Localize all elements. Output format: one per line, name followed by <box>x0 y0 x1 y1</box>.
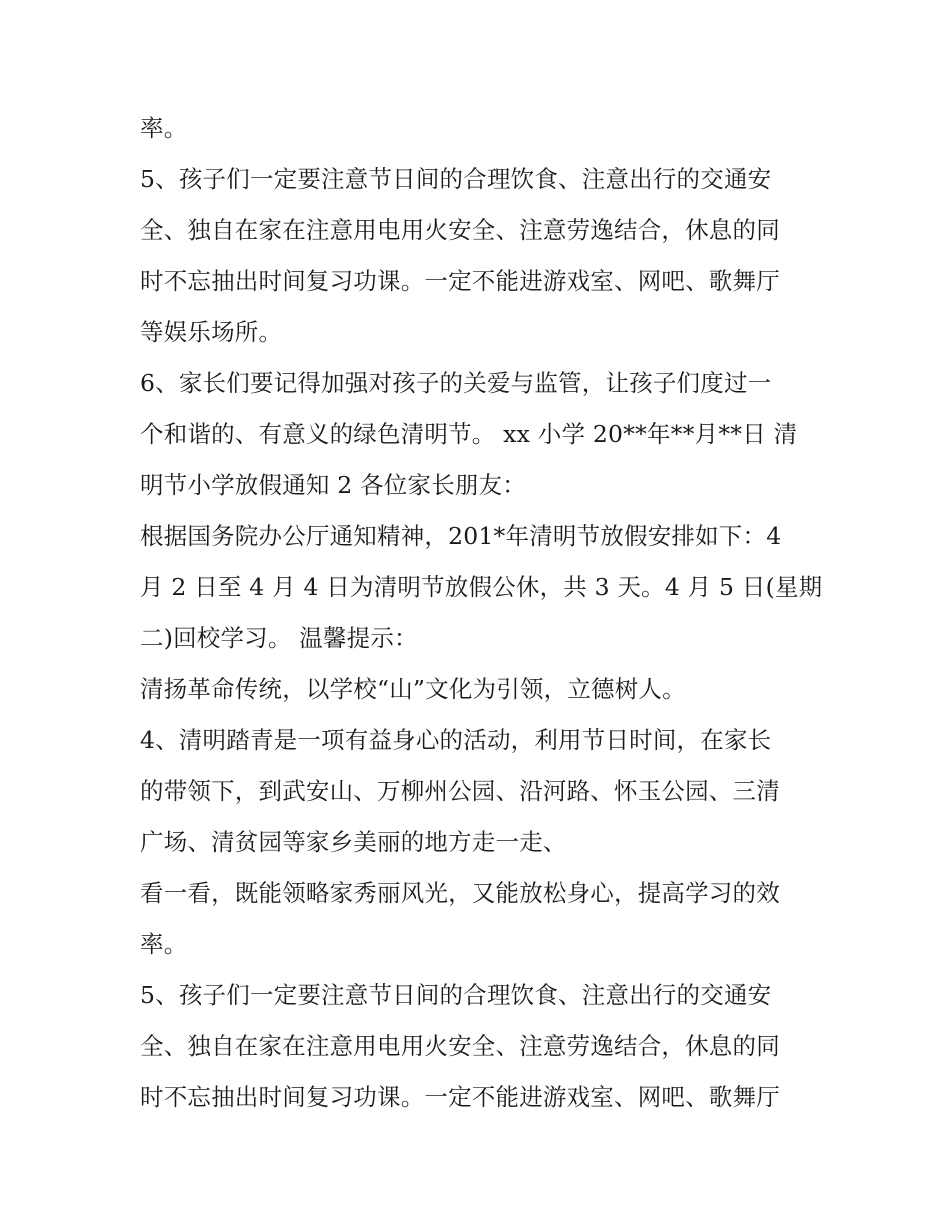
text-line: 个和谐的、有意义的绿色清明节。 xx 小学 20**年**月**日 清 <box>140 420 798 448</box>
text-line: 明节小学放假通知 2 各位家长朋友： <box>140 471 526 499</box>
text-line: 清扬革命传统，以学校“山”文化为引领，立德树人。 <box>140 675 686 703</box>
text-line: 根据国务院办公厅通知精神，201*年清明节放假安排如下：4 <box>140 522 782 550</box>
text-line: 时不忘抽出时间复习功课。一定不能进游戏室、网吧、歌舞厅 <box>140 1083 780 1111</box>
text-line: 等娱乐场所。 <box>140 318 283 346</box>
text-line: 月 2 日至 4 月 4 日为清明节放假公休，共 3 天。4 月 5 日(星期 <box>140 573 823 601</box>
text-line: 6、家长们要记得加强对孩子的关爱与监管，让孩子们度过一 <box>140 369 772 397</box>
text-line: 广场、清贫园等家乡美丽的地方走一走、 <box>140 828 567 856</box>
text-line: 率。 <box>140 114 188 142</box>
text-line: 二)回校学习。 温馨提示： <box>140 624 418 652</box>
text-line: 5、孩子们一定要注意节日间的合理饮食、注意出行的交通安 <box>140 981 772 1009</box>
text-line: 5、孩子们一定要注意节日间的合理饮食、注意出行的交通安 <box>140 165 772 193</box>
document-body <box>140 103 823 1123</box>
text-line: 4、清明踏青是一项有益身心的活动，利用节日时间，在家长 <box>140 726 772 754</box>
text-line: 全、独自在家在注意用电用火安全、注意劳逸结合，休息的同 <box>140 1032 780 1060</box>
text-line: 看一看，既能领略家秀丽风光，又能放松身心，提高学习的效 <box>140 879 780 907</box>
text-line: 的带领下，到武安山、万柳州公园、沿河路、怀玉公园、三清 <box>140 777 780 805</box>
text-line: 时不忘抽出时间复习功课。一定不能进游戏室、网吧、歌舞厅 <box>140 267 780 295</box>
text-line: 率。 <box>140 930 188 958</box>
text-line: 全、独自在家在注意用电用火安全、注意劳逸结合，休息的同 <box>140 216 780 244</box>
